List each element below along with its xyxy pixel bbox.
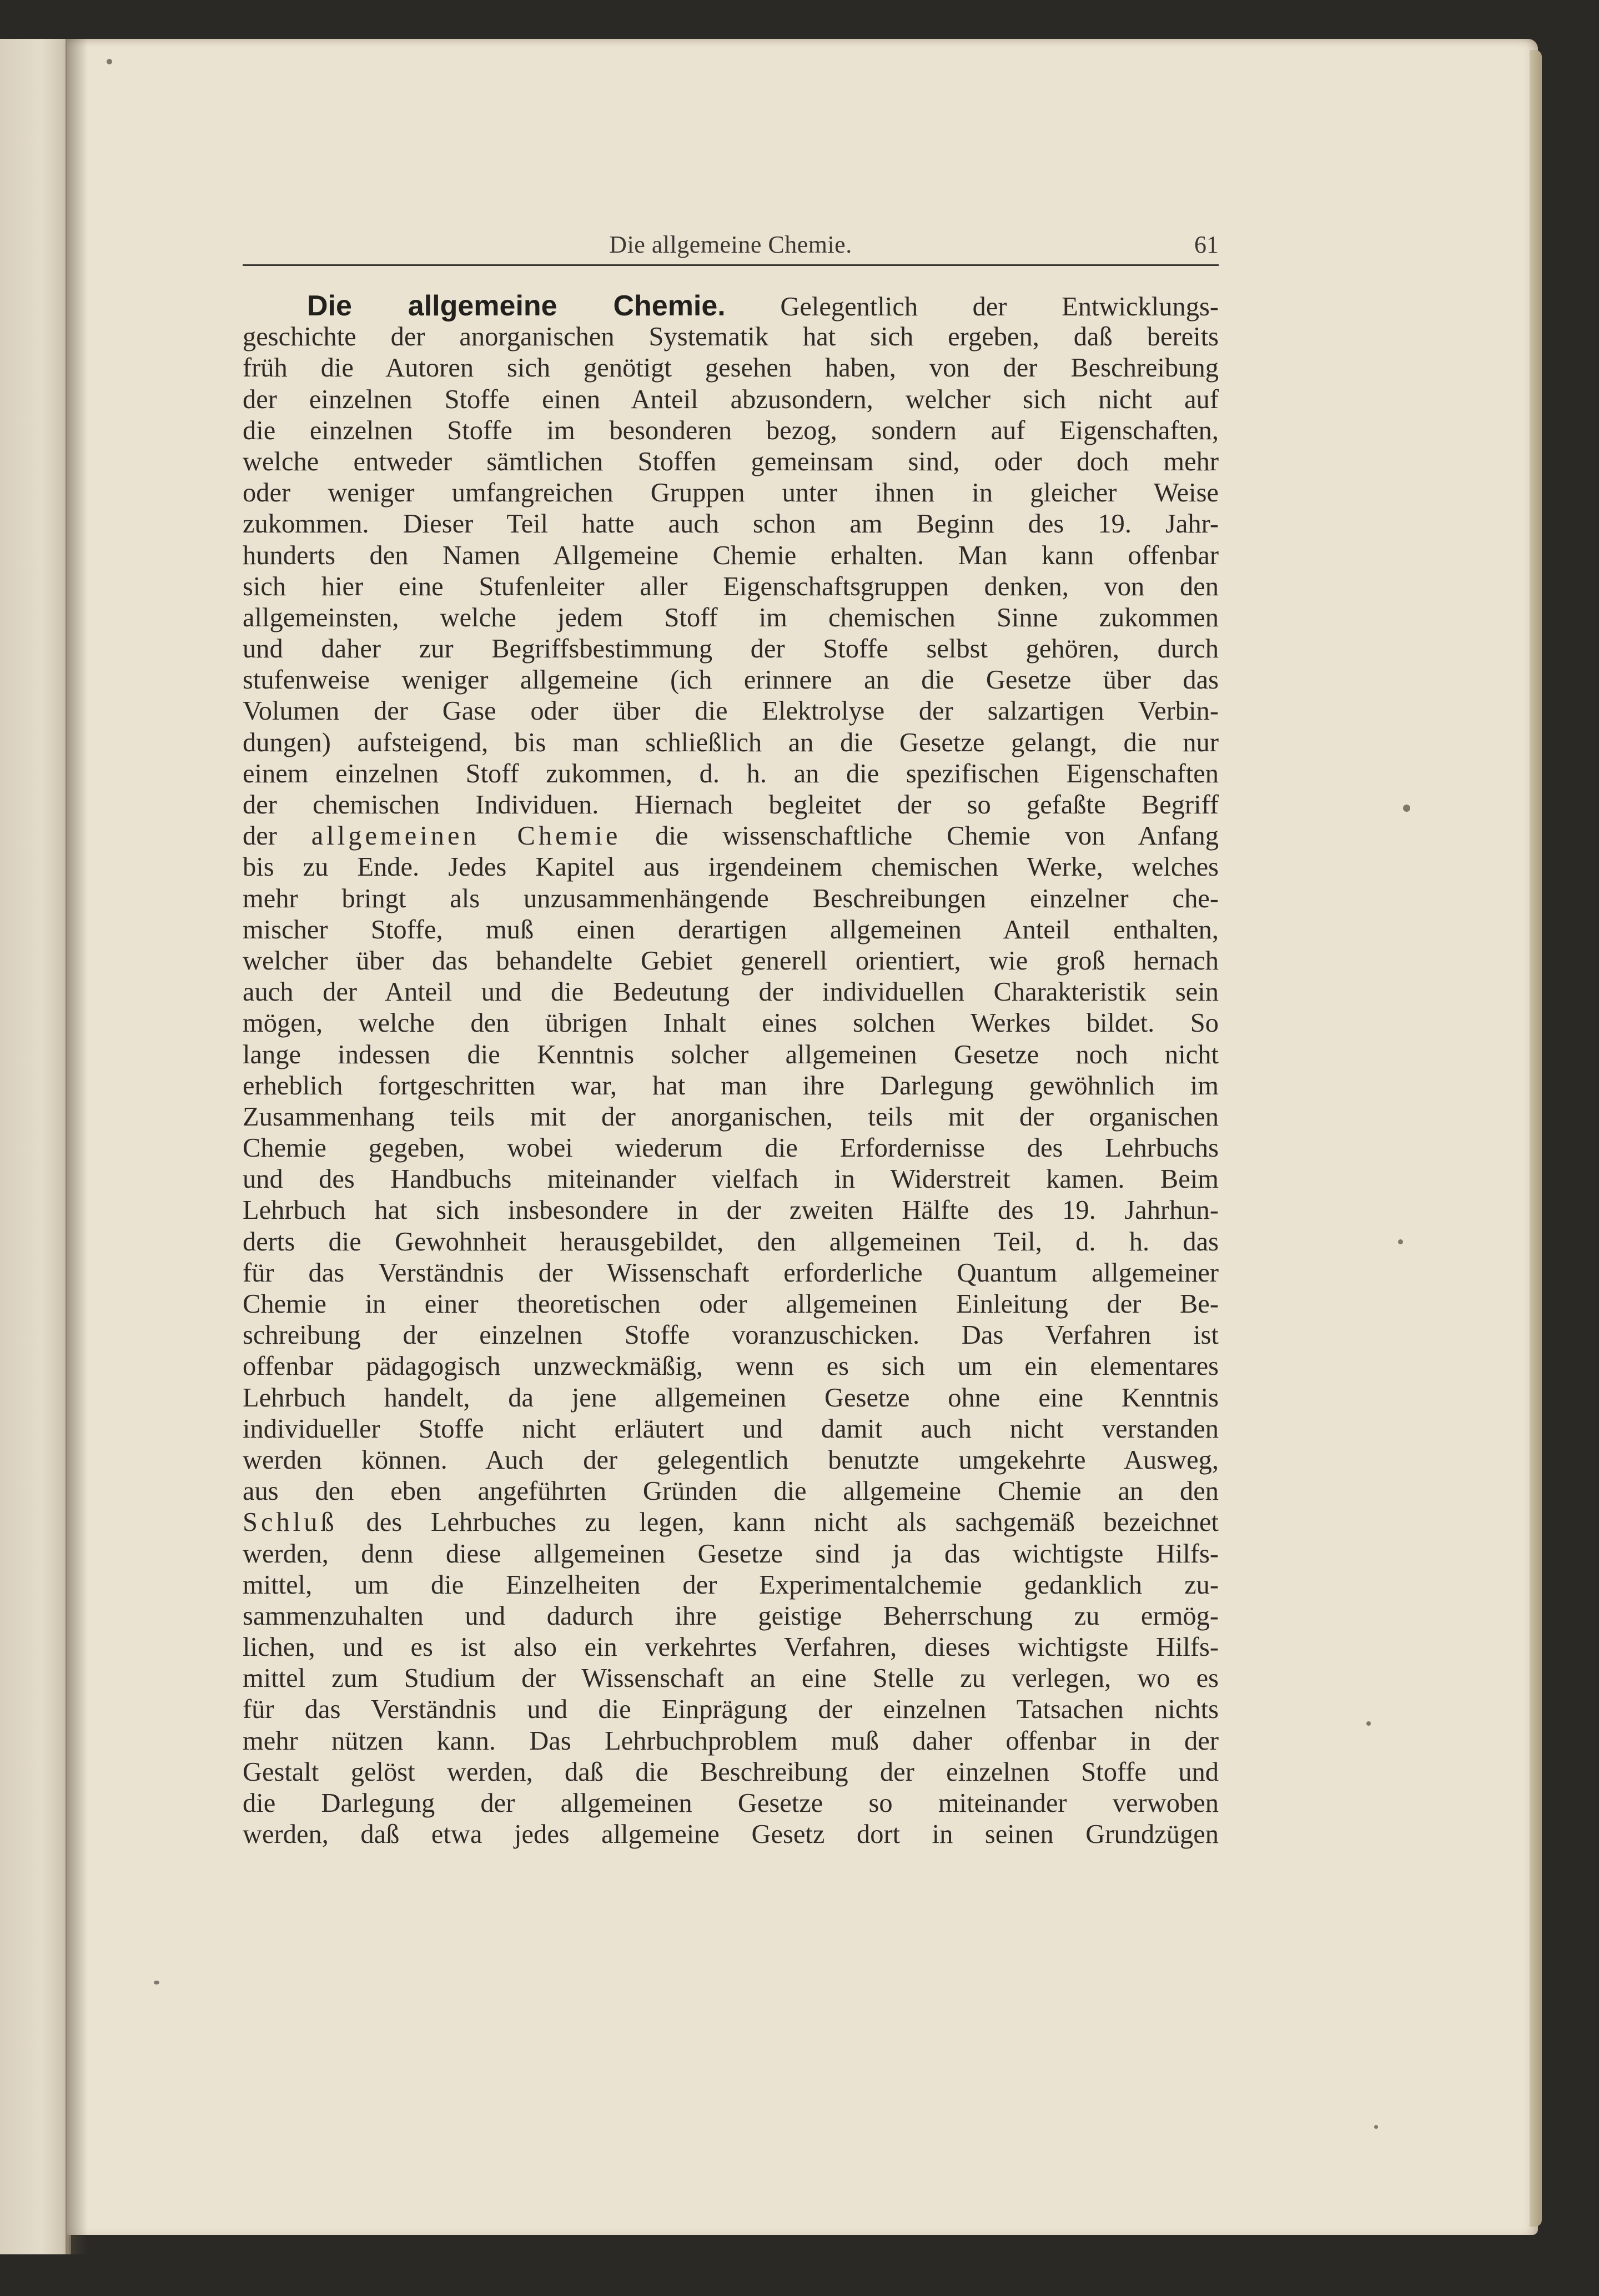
paper-spot	[1374, 2125, 1378, 2129]
text-line: früh die Autoren sich genötigt gesehen haben, von der Beschreibung	[243, 353, 1219, 383]
page-number: 61	[1194, 231, 1219, 258]
text-line: und des Handbuchs miteinander vielfach in Widerstreit kamen. Beim	[243, 1164, 1219, 1194]
text-line: Lehrbuch hat sich insbesondere in der zweiten Hälfte des 19. Jahrhun-	[243, 1195, 1219, 1225]
text-line: die Darlegung der allgemeinen Gesetze so miteinander verwoben	[243, 1788, 1219, 1818]
body-text	[243, 290, 1219, 1850]
paper-spot	[1366, 1721, 1371, 1726]
text-line: Chemie in einer theoretischen oder allgemeinen Einleitung der Be-	[243, 1289, 1219, 1319]
emphasized-term: Schluß	[243, 1508, 338, 1538]
text-line: mehr bringt als unzusammenhängende Beschreibungen einzelner che-	[243, 883, 1219, 913]
text-line: auch der Anteil und die Bedeutung der individuellen Charakteristik sein	[243, 977, 1219, 1007]
text-line: Schluß des Lehrbuches zu legen, kann nicht als sachgemäß bezeichnet	[243, 1508, 1219, 1538]
paper-spot	[154, 1981, 159, 1984]
text-line: oder weniger umfangreichen Gruppen unter ihnen in gleicher Weise	[243, 478, 1219, 508]
text-line: werden, denn diese allgemeinen Gesetze sind ja das wichtigste Hilfs-	[243, 1539, 1219, 1569]
text-line: der einzelnen Stoffe einen Anteil abzusondern, welcher sich nicht auf	[243, 384, 1219, 414]
running-head	[243, 227, 1219, 266]
gutter-shadow	[66, 39, 88, 2254]
text-line: mittel zum Studium der Wissenschaft an eine Stelle zu verlegen, wo es	[243, 1664, 1219, 1694]
text-line: stufenweise weniger allgemeine (ich erinnere an die Gesetze über das	[243, 665, 1219, 695]
paper-spot	[107, 59, 112, 64]
text-line: Chemie gegeben, wobei wiederum die Erfordernisse des Lehrbuchs	[243, 1133, 1219, 1163]
text-line: sich hier eine Stufenleiter aller Eigenschaftsgruppen denken, von den	[243, 571, 1219, 601]
text-line: sammenzuhalten und dadurch ihre geistige Beherrschung zu ermög-	[243, 1601, 1219, 1631]
paper-spot	[1403, 805, 1410, 812]
text-line: erheblich fortgeschritten war, hat man ihre Darlegung gewöhnlich im	[243, 1071, 1219, 1101]
text-line: dungen) aufsteigend, bis man schließlich an die Gesetze gelangt, die nur	[243, 727, 1219, 757]
text-line: hunderts den Namen Allgemeine Chemie erhalten. Man kann offenbar	[243, 540, 1219, 570]
paper-spot	[1398, 1239, 1403, 1244]
page-fore-edge	[1530, 50, 1542, 2227]
text-line: individueller Stoffe nicht erläutert und damit auch nicht verstanden	[243, 1414, 1219, 1444]
text-line: und daher zur Begriffsbestimmung der Stoffe selbst gehören, durch	[243, 634, 1219, 664]
text-line: mischer Stoffe, muß einen derartigen allgemeinen Anteil enthalten,	[243, 915, 1219, 944]
text-line: offenbar pädagogisch unzweckmäßig, wenn es sich um ein elementares	[243, 1352, 1219, 1381]
text-line: allgemeinsten, welche jedem Stoff im chemischen Sinne zukommen	[243, 602, 1219, 632]
text-line: geschichte der anorganischen Systematik hat sich ergeben, daß bereits	[243, 322, 1219, 352]
text-line: Lehrbuch handelt, da jene allgemeinen Gesetze ohne eine Kenntnis	[243, 1383, 1219, 1413]
text-line: für das Verständnis der Wissenschaft erforderliche Quantum allgemeiner	[243, 1258, 1219, 1288]
text-line: schreibung der einzelnen Stoffe voranzuschicken. Das Verfahren ist	[243, 1320, 1219, 1350]
section-heading: Die allgemeine Chemie.	[307, 290, 726, 322]
text-line: mögen, welche den übrigen Inhalt eines solchen Werkes bildet. So	[243, 1008, 1219, 1038]
text-line: welche entweder sämtlichen Stoffen gemeinsam sind, oder doch mehr	[243, 446, 1219, 476]
text-line: mittel, um die Einzelheiten der Experimentalchemie gedanklich zu-	[243, 1570, 1219, 1600]
running-head-title: Die allgemeine Chemie.	[609, 231, 852, 258]
text-line: welcher über das behandelte Gebiet generell orientiert, wie groß hernach	[243, 946, 1219, 976]
emphasized-term: allgemeinen Chemie	[311, 821, 621, 851]
text-line: lange indessen die Kenntnis solcher allgemeinen Gesetze noch nicht	[243, 1039, 1219, 1069]
text-line: bis zu Ende. Jedes Kapitel aus irgendeinem chemischen Werke, welches	[243, 852, 1219, 882]
text-line: Zusammenhang teils mit der anorganischen, teils mit der organischen	[243, 1102, 1219, 1132]
text-line: einem einzelnen Stoff zukommen, d. h. an die spezifischen Eigenschaften	[243, 758, 1219, 788]
text-line: aus den eben angeführten Gründen die allgemeine Chemie an den	[243, 1476, 1219, 1506]
text-line: Volumen der Gase oder über die Elektrolyse der salzartigen Verbin-	[243, 696, 1219, 726]
text-line: werden, daß etwa jedes allgemeine Gesetz dort in seinen Grundzügen	[243, 1820, 1219, 1850]
text-line: der chemischen Individuen. Hiernach begleitet der so gefaßte Begriff	[243, 790, 1219, 820]
text-line: derts die Gewohnheit herausgebildet, den allgemeinen Teil, d. h. das	[243, 1227, 1219, 1257]
text-line: werden können. Auch der gelegentlich benutzte umgekehrte Ausweg,	[243, 1445, 1219, 1475]
text-line: Gestalt gelöst werden, daß die Beschreibung der einzelnen Stoffe und	[243, 1757, 1219, 1787]
text-line: für das Verständnis und die Einprägung der einzelnen Tatsachen nichts	[243, 1695, 1219, 1725]
text-line: der allgemeinen Chemie die wissenschaftliche Chemie von Anfang	[243, 821, 1219, 851]
text-line: Die allgemeine Chemie. Gelegentlich der Entwicklungs-	[243, 290, 1219, 321]
text-line: zukommen. Dieser Teil hatte auch schon am Beginn des 19. Jahr-	[243, 509, 1219, 539]
text-line: mehr nützen kann. Das Lehrbuchproblem muß daher offenbar in der	[243, 1726, 1219, 1756]
text-line: die einzelnen Stoffe im besonderen bezog, sondern auf Eigenschaften,	[243, 415, 1219, 445]
text-line: lichen, und es ist also ein verkehrtes Verfahren, dieses wichtigste Hilfs-	[243, 1632, 1219, 1662]
left-page-edge	[0, 39, 71, 2254]
